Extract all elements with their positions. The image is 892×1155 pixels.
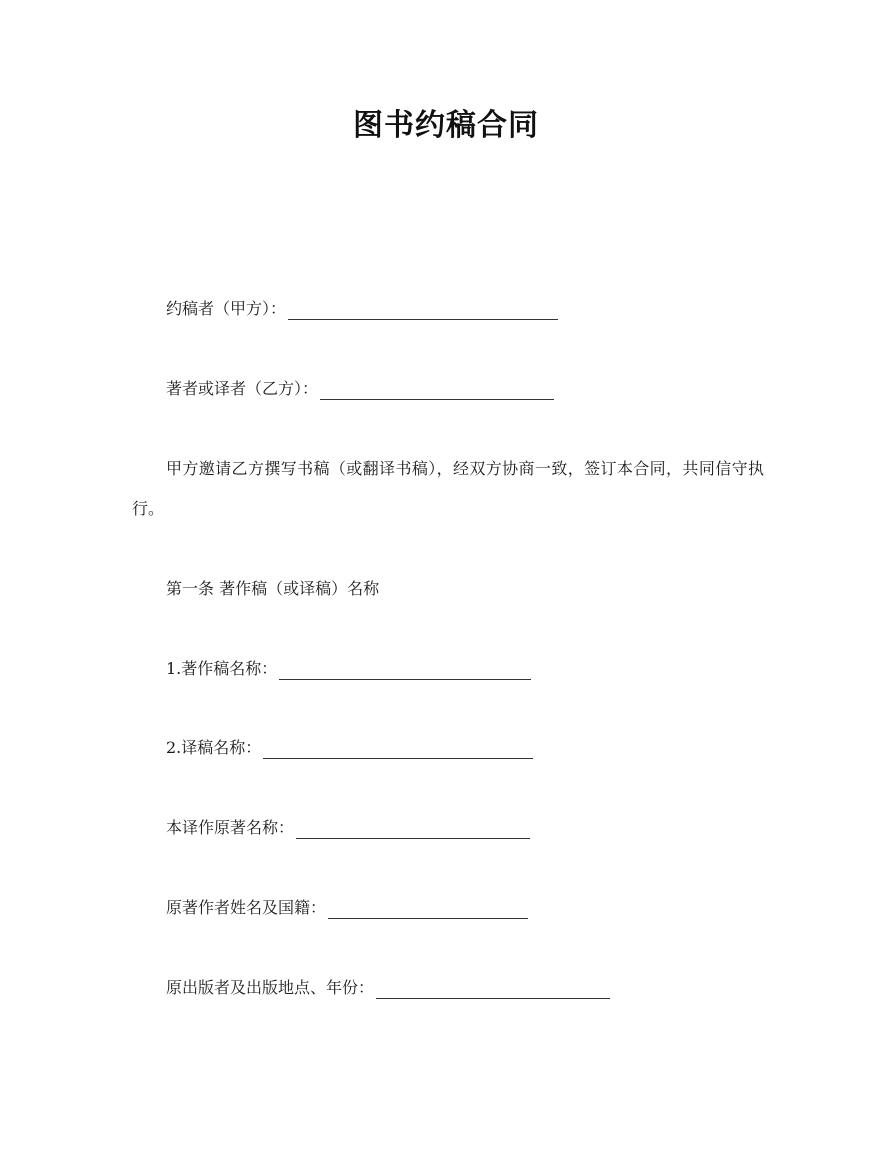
- original-publisher-line: [166, 977, 610, 999]
- item2-label: 2.译稿名称：: [166, 738, 262, 757]
- original-title-blank: [296, 820, 530, 839]
- party-a-blank: [288, 301, 558, 320]
- party-a-label: 约稿者（甲方）：: [166, 299, 287, 318]
- party-a-line: [166, 298, 558, 320]
- party-b-blank: [320, 381, 554, 400]
- party-b-label: 著者或译者（乙方）：: [166, 379, 319, 398]
- original-title-line: [166, 817, 530, 839]
- intro-paragraph: 甲方邀请乙方撰写书稿（或翻译书稿），经双方协商一致，签订本合同，共同信守执行。: [132, 459, 764, 518]
- original-publisher-label: 原出版者及出版地点、年份：: [166, 978, 375, 997]
- item1-blank: [279, 661, 531, 680]
- original-title-label: 本译作原著名称：: [166, 818, 295, 837]
- article1-heading: 第一条 著作稿（或译稿）名称: [166, 579, 380, 598]
- original-author-blank: [328, 900, 528, 919]
- item1-line: [166, 658, 531, 680]
- item1-label: 1.著作稿名称：: [166, 659, 278, 678]
- original-publisher-blank: [376, 980, 610, 999]
- original-author-line: [166, 897, 528, 919]
- document-title: 图书约稿合同: [353, 108, 539, 143]
- item2-blank: [263, 740, 533, 759]
- original-author-label: 原著作者姓名及国籍：: [166, 898, 327, 917]
- item2-line: [166, 737, 533, 759]
- party-b-line: [166, 378, 554, 400]
